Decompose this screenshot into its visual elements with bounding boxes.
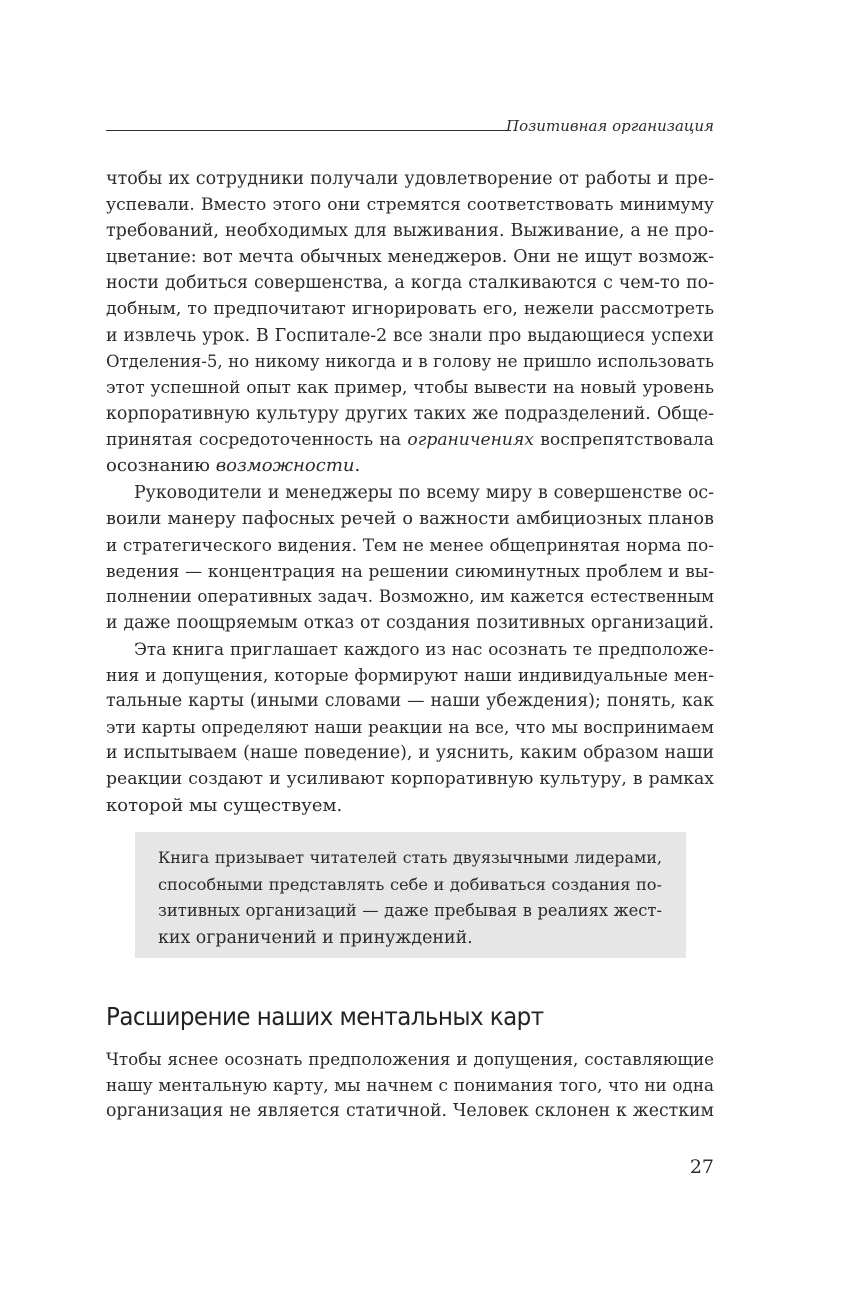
text-line: эти карты определяют наши реакции на все, что мы воспринимаем (106, 717, 714, 738)
callout-line: ких ограничений и принуждений. (158, 928, 473, 949)
section-heading: Расширение наших ментальных карт (106, 1002, 544, 1031)
text-line (106, 427, 714, 453)
text-line: требований, необходимых для выживания. Выживание, а не про- (106, 221, 714, 242)
text-line: и испытываем (наше поведение), и уяснить, каким образом наши (106, 743, 714, 764)
text-line: чтобы их сотрудники получали удовлетворение от работы и пре- (106, 169, 714, 189)
section-paragraph (106, 1046, 714, 1124)
text-line: цветание: вот мечта обычных менеджеров. Они не ищут возмож- (106, 247, 714, 268)
text-line: Руководители и менеджеры по всему миру в совершенстве ос- (134, 483, 714, 503)
running-title: Позитивная организация (506, 117, 714, 135)
text-line: воили манеру пафосных речей о важности амбициозных планов (106, 509, 714, 530)
text-line: корпоративную культуру других таких же подразделений. Обще- (106, 403, 714, 424)
callout-box (135, 832, 686, 958)
callout-line: способными представлять себе и добиваться создания по- (158, 874, 662, 894)
text-line: и даже поощряемым отказ от создания позитивных организаций. (106, 613, 714, 634)
text-line: тальные карты (иными словами — наши убеждения); понять, как (106, 691, 714, 712)
paragraph-1 (106, 166, 714, 479)
text-run: . (354, 455, 361, 477)
text-line: Эта книга приглашает каждого из нас осознать те предположе- (134, 639, 714, 659)
text-line (106, 453, 714, 479)
text-line: полнении оперативных задач. Возможно, им кажется естественным (106, 587, 714, 607)
text-line: организация не является статичной. Человек склонен к жестким (106, 1101, 714, 1122)
text-line: и извлечь урок. В Госпитале-2 все знали про выдающиеся успехи (106, 325, 714, 346)
paragraph-2 (106, 480, 714, 637)
text-line: ности добиться совершенства, а когда сталкиваются с чем-то по- (106, 273, 714, 294)
text-line: успевали. Вместо этого они стремятся соответствовать минимуму (106, 195, 714, 216)
text-line: добным, то предпочитают игнорировать его, нежели рассмотреть (106, 299, 714, 320)
text-line: ния и допущения, которые формируют наши индивидуальные мен- (106, 665, 714, 686)
text-run: осознанию (106, 455, 216, 477)
text-line: которой мы существуем. (106, 794, 343, 816)
text-line: нашу ментальную карту, мы начнем с понимания того, что ни одна (106, 1075, 714, 1096)
emphasis-text: ограничениях (407, 429, 534, 450)
text-line: ведения — концентрация на решении сиюминутных проблем и вы- (106, 561, 714, 582)
callout-text (158, 845, 662, 952)
text-run: воспрепятствовала (533, 429, 714, 450)
text-line: реакции создают и усиливают корпоративную культуру, в рамках (106, 769, 714, 790)
text-line: и стратегического видения. Тем не менее общепринятая норма по- (106, 535, 714, 556)
paragraph-3 (106, 636, 714, 819)
callout-line: Книга призывает читателей стать двуязычными лидерами, (158, 848, 662, 867)
text-line: Чтобы яснее осознать предположения и допущения, составляющие (106, 1049, 714, 1069)
text-line: этот успешной опыт как пример, чтобы вывести на новый уровень (106, 377, 714, 398)
page-number: 27 (689, 1156, 714, 1178)
running-header (106, 116, 714, 138)
callout-line: зитивных организаций — даже пребывая в реалиях жест- (158, 901, 662, 921)
text-line: Отделения-5, но никому никогда и в голову не пришло использовать (106, 351, 714, 371)
text-run: принятая сосредоточенность на (106, 429, 408, 450)
header-rule (106, 130, 511, 131)
emphasis-text: возможности (215, 455, 355, 477)
